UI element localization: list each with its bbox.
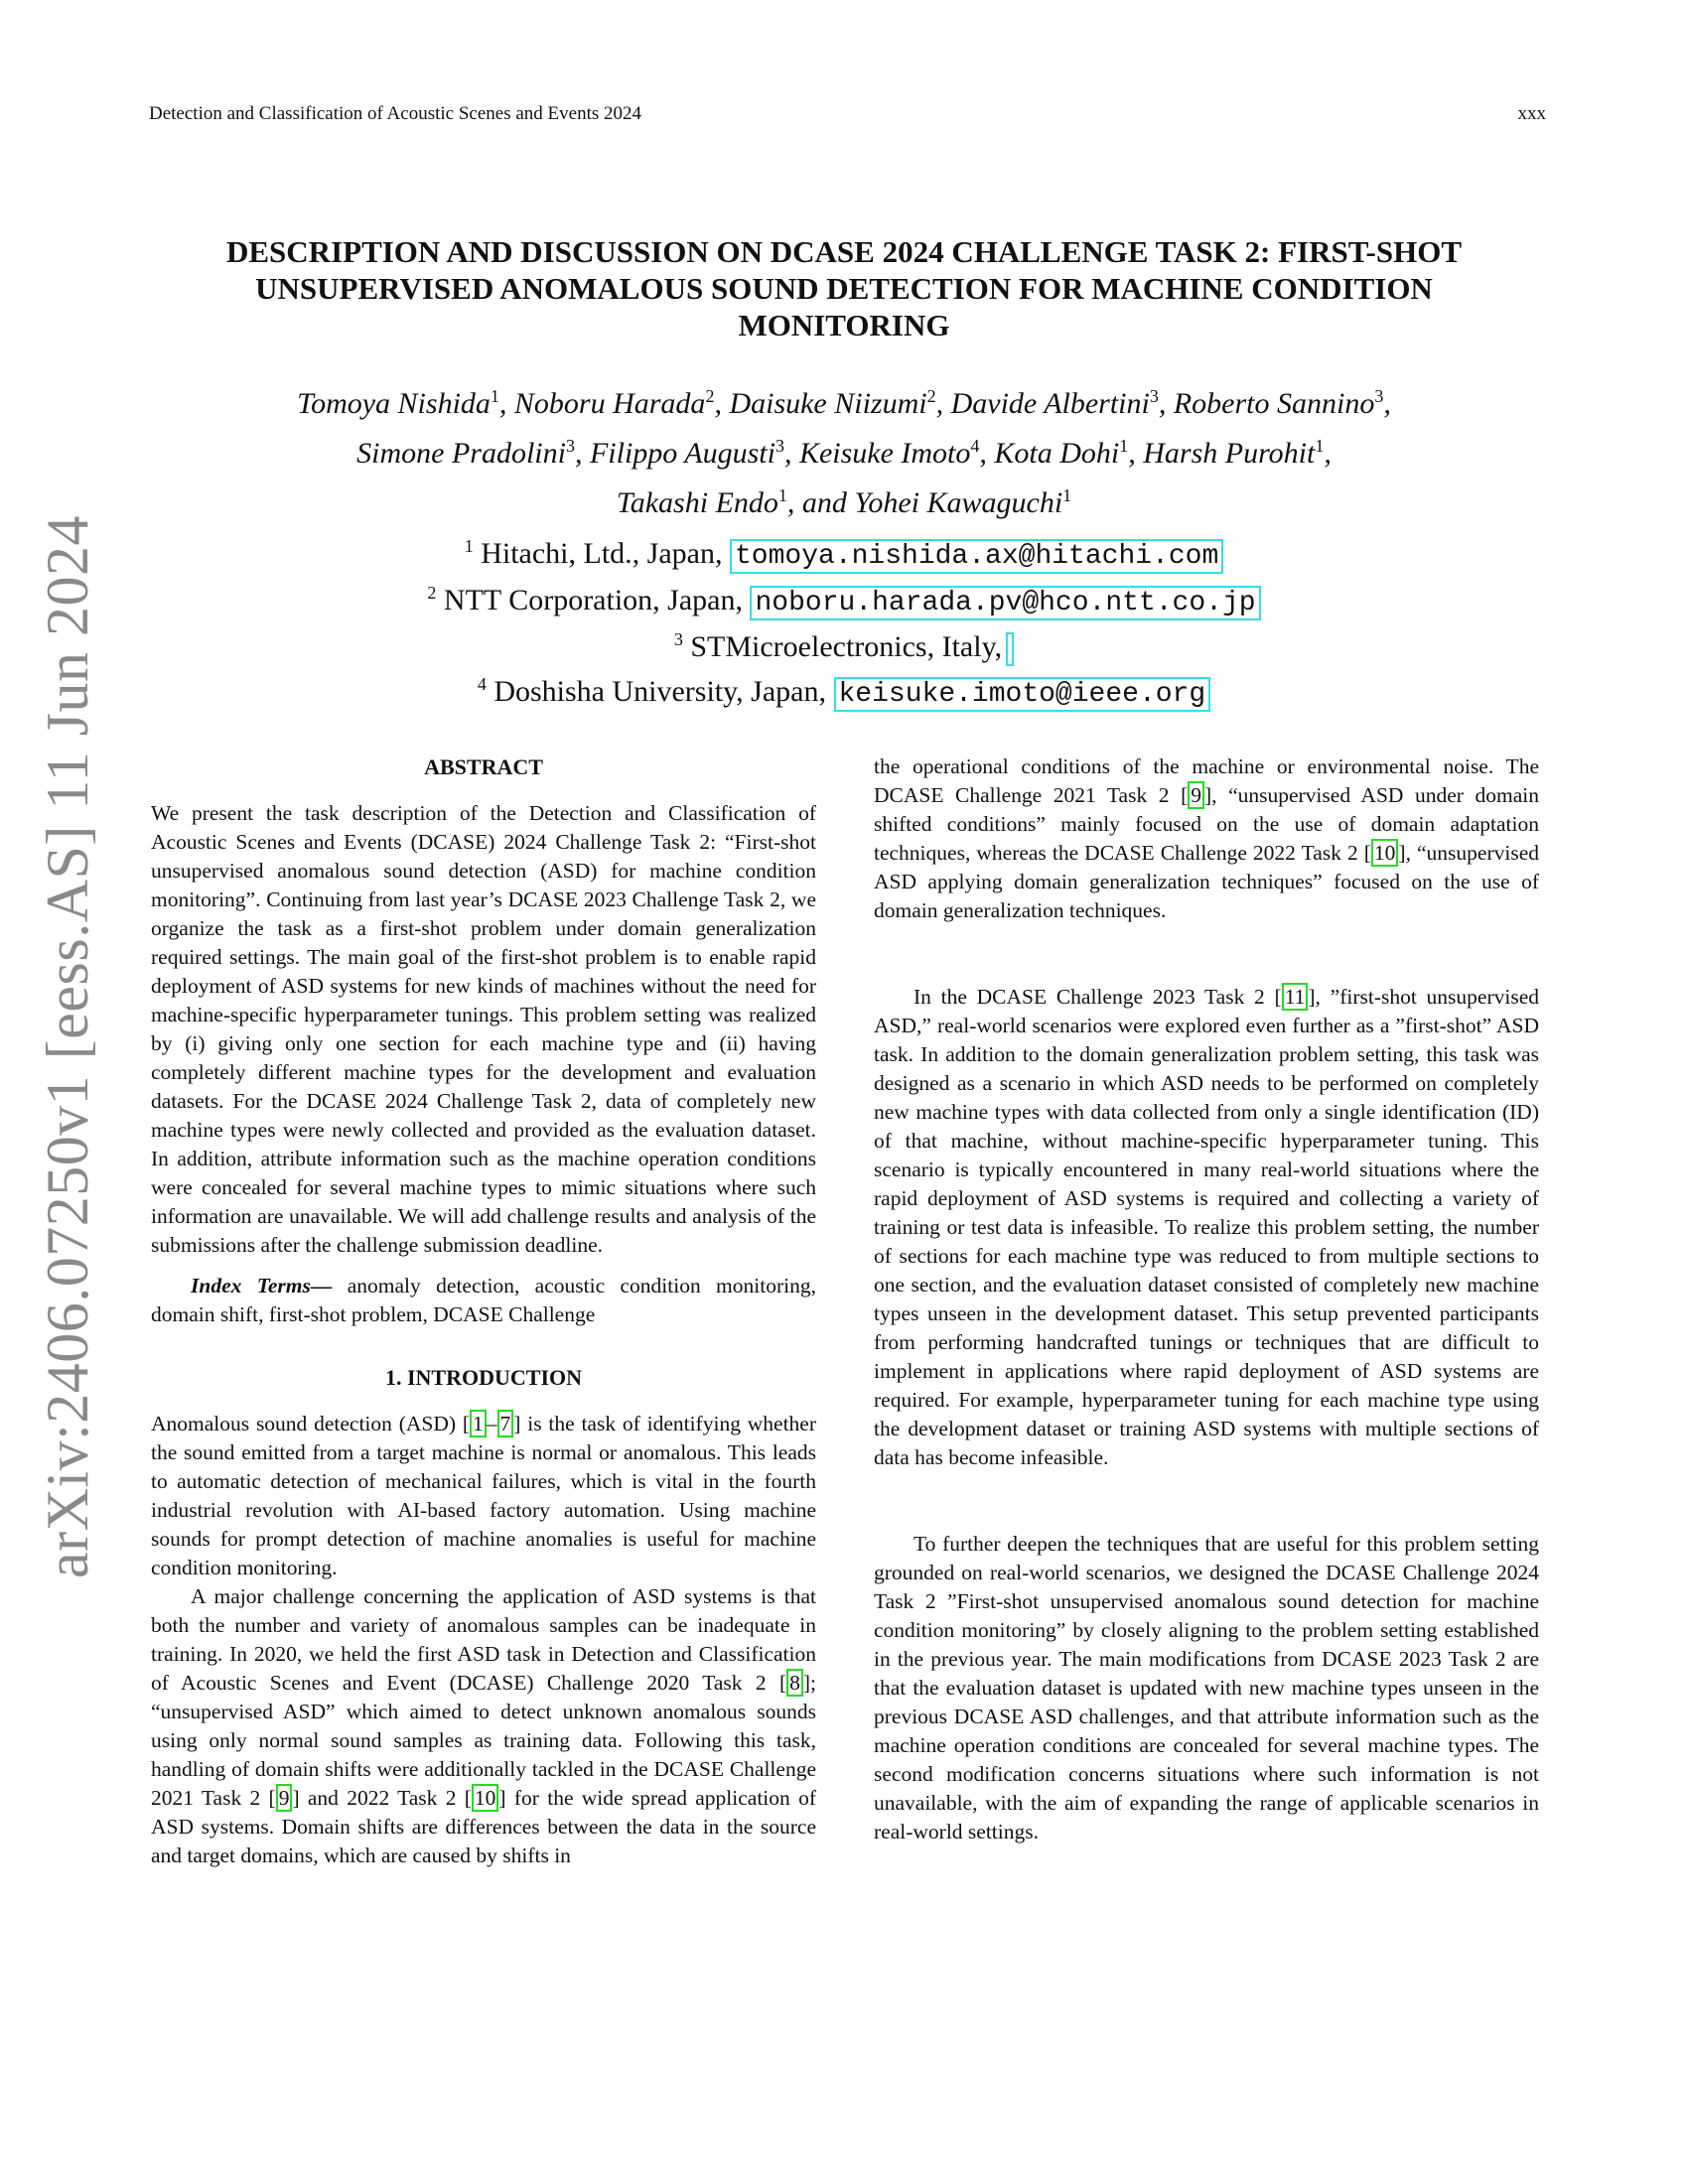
- page-number: xxx: [1517, 103, 1546, 124]
- email-link-empty[interactable]: [1006, 632, 1014, 666]
- author: Filippo Augusti$^3$,: [589, 436, 799, 470]
- left-column: [151, 752, 816, 1870]
- author-list: [179, 375, 1509, 524]
- author: Kota Dohi$^1$,: [994, 436, 1144, 470]
- index-terms-label: Index Terms—: [191, 1274, 333, 1297]
- paper-title: DESCRIPTION AND DISCUSSION ON DCASE 2024 CHALLENGE TASK 2: FIRST-SHOT UNSUPERVISED ANOMALOUS SOUND DETECTION FOR MACHINE CONDITION MONITORING: [225, 234, 1462, 342]
- author: Takashi Endo$^1$,: [616, 485, 802, 519]
- author: Simone Pradolini$^3$,: [356, 436, 590, 470]
- affiliation: $^4$ Doshisha University, Japan, keisuke.imoto@ieee.org: [199, 666, 1489, 713]
- author: and Yohei Kawaguchi$^1$: [801, 485, 1072, 519]
- running-header: [149, 103, 1546, 125]
- citation-link[interactable]: 9: [276, 1784, 293, 1812]
- author: Noboru Harada$^2$,: [513, 386, 730, 420]
- author: Roberto Sannino$^3$,: [1173, 386, 1391, 420]
- affiliation: $^1$ Hitachi, Ltd., Japan, tomoya.nishida.ax@hitachi.com: [199, 528, 1489, 575]
- intro-paragraph-4: To further deepen the techniques that are useful for this problem setting grounded on real-world scenarios, we designed the DCASE Challenge 2024 Task 2 ”First-shot unsupervised anomalous sound detection for machine condition monitoring” by closely aligning to the problem setting established in the previous year. The main modifications from DCASE 2023 Task 2 are that the evaluation dataset is updated with new machine types unseen in the previous DCASE ASD challenges, and that attribute information such as the machine operation conditions are concealed for several machine types. The second modification concerns situations where such information is not unavailable, with the aim of expanding the range of applicable scenarios in real-world settings.: [874, 1532, 1539, 1843]
- affiliation-list: [199, 528, 1489, 713]
- author: Keisuke Imoto$^4$,: [798, 436, 995, 470]
- citation-link[interactable]: 9: [1188, 781, 1204, 809]
- citation-link[interactable]: 10: [1371, 839, 1399, 867]
- email-link[interactable]: tomoya.nishida.ax@hitachi.com: [730, 539, 1223, 574]
- citation-link[interactable]: 7: [497, 1410, 514, 1437]
- intro-paragraph-3: In the DCASE Challenge 2023 Task 2 [ 11 ], ”first-shot unsupervised ASD,” real-world scenarios were explored even further as a ”first-shot” ASD task. In addition to the domain generalization problem setting, this task was designed as a scenario in which ASD needs to be performed on completely new machine types with data collected from only a single identification (ID) of that machine, without machine-specific hyperparameter tuning. This scenario is typically encountered in many real-world situations where the rapid deployment of ASD systems is required and collecting a variety of training or test data is infeasible. To realize this problem setting, the number of sections for each machine type was reduced to from multiple sections to one section, and the evaluation dataset consisted of completely new machine types unseen in the development dataset. This setup prevented participants from performing handcrafted tunings or techniques that are difficult to implement in applications where rapid deployment of ASD systems are required. For example, hyperparameter tuning for each machine type using the development dataset or training ASD systems with multiple sections of data has become infeasible.: [874, 985, 1539, 1469]
- affiliation: $^2$ NTT Corporation, Japan, noboru.harada.pv@hco.ntt.co.jp: [199, 575, 1489, 621]
- venue-name: Detection and Classification of Acoustic Scenes and Events 2024: [149, 103, 641, 124]
- author: Tomoya Nishida$^1$,: [297, 386, 514, 420]
- citation-link[interactable]: 11: [1282, 983, 1309, 1011]
- author: Daisuke Niizumi$^2$,: [729, 386, 951, 420]
- right-column: [874, 752, 1539, 1846]
- affiliation: $^3$ STMicroelectronics, Italy,: [199, 621, 1489, 666]
- abstract-text: We present the task description of the Detection and Classification of Acoustic Scenes and Events (DCASE) 2024 Challenge Task 2: “First-shot unsupervised anomalous sound detection (ASD) for machine condition monitoring”. Continuing from last year’s DCASE 2023 Challenge Task 2, we organize the task as a first-shot problem under domain generalization required settings. The main goal of the first-shot problem is to enable rapid deployment of ASD systems for new kinds of machines without the need for machine-specific hyperparameter tunings. This problem setting was realized by (i) giving only one section for each machine type and (ii) having completely different machine types for the development and evaluation datasets. For the DCASE 2024 Challenge Task 2, data of completely new machine types were newly collected and provided as the evaluation dataset. In addition, attribute information such as the machine operation conditions were concealed for several machine types to mimic situations where such information are unavailable. We will add challenge results and analysis of the submissions after the challenge submission deadline.: [151, 801, 816, 1257]
- intro-paragraph-2: A major challenge concerning the application of ASD systems is that both the number and variety of anomalous samples can be inadequate in training. In 2020, we held the first ASD task in Detection and Classification of Acoustic Scenes and Event (DCASE) Challenge 2020 Task 2 [ 8 ]; “unsupervised ASD” which aimed to detect unknown anomalous sounds using only normal sound samples as training data. Following this task, handling of domain shifts were additionally tackled in the DCASE Challenge 2021 Task 2 [ 9 ] and 2022 Task 2 [ 10 ] for the wide spread application of ASD systems. Domain shifts are differences between the data in the source and target domains, which are caused by shifts in: [151, 1584, 816, 1867]
- email-link[interactable]: noboru.harada.pv@hco.ntt.co.jp: [750, 586, 1260, 620]
- introduction-heading: 1. INTRODUCTION: [384, 1365, 583, 1390]
- author: Harsh Purohit$^1$,: [1143, 436, 1332, 470]
- intro-paragraph-2-cont: the operational conditions of the machine or environmental noise. The DCASE Challenge 2021 Task 2 [ 9 ], “unsupervised ASD under domain shifted conditions” mainly focused on the use of domain adaptation techniques, whereas the DCASE Challenge 2022 Task 2 [ 10 ], “unsupervised ASD applying domain generalization techniques” focused on the use of domain generalization techniques.: [874, 754, 1540, 922]
- citation-link[interactable]: 8: [786, 1669, 803, 1697]
- intro-paragraph-1: Anomalous sound detection (ASD) [ 1 – 7 ] is the task of identifying whether the sound emitted from a target machine is normal or anomalous. This leads to automatic detection of mechanical failures, which is vital in the fourth industrial revolution with AI-based factory automation. Using machine sounds for prompt detection of machine anomalies is useful for machine condition monitoring.: [151, 1412, 816, 1579]
- author: Davide Albertini$^3$,: [950, 386, 1174, 420]
- citation-link[interactable]: 10: [472, 1784, 499, 1812]
- arxiv-identifier: arXiv:2406.07250v1 [eess.AS] 11 Jun 2024: [35, 514, 100, 1578]
- abstract-heading: ABSTRACT: [424, 754, 543, 779]
- email-link[interactable]: keisuke.imoto@ieee.org: [834, 677, 1211, 712]
- citation-link[interactable]: 1: [470, 1410, 487, 1437]
- index-terms: Index Terms— anomaly detection, acoustic condition monitoring, domain shift, first-shot problem, DCASE Challenge: [151, 1274, 816, 1326]
